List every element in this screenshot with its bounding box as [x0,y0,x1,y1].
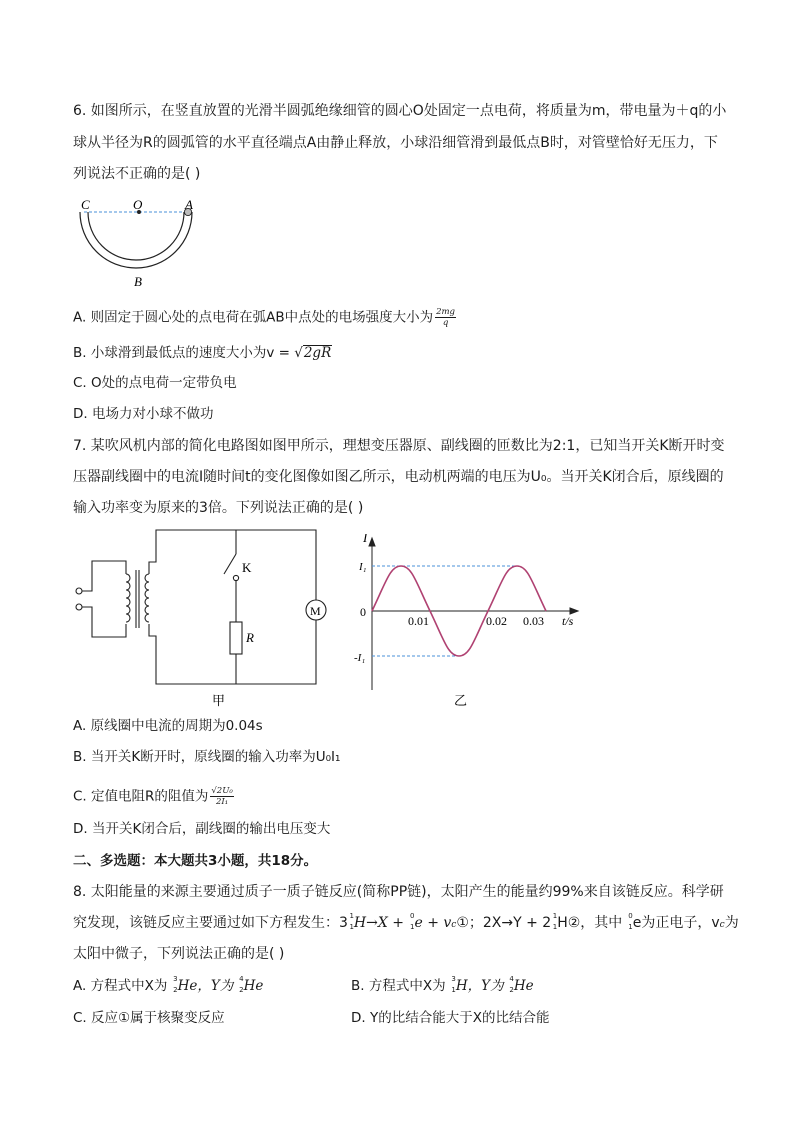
q6-semicircle-tube-figure [75,196,210,292]
motor-label: M [310,604,321,618]
q6-option-b[interactable]: B. 小球滑到最低点的速度大小为v = √2gR [73,345,332,361]
q7-stem-line3: 输入功率变为原来的3倍。下列说法正确的是( ) [73,500,364,516]
y-axis-label: I [363,534,368,545]
q6-stem-line1: 6. 如图所示，在竖直放置的光滑半圆弧绝缘细管的圆心O处固定一点电荷，将质量为m，带电量为＋q的小 [73,103,727,119]
q8-option-c[interactable]: C. 反应①属于核聚变反应 [73,1010,225,1026]
q6-option-d[interactable]: D. 电场力对小球不做功 [73,406,214,422]
q7-option-c[interactable]: C. 定值电阻R的阻值为 $\frac{\text{√2U₀}}{\text{2I₁}}$ [73,786,233,807]
section-heading-multiple-choice: 二、多选题：本大题共3小题，共18分。 [73,853,318,869]
peak-label: I₁ [359,561,367,573]
tick-label-1: 0.01 [408,614,429,628]
tick-label-2: 0.02 [486,614,507,628]
q7-option-d[interactable]: D. 当开关K闭合后，副线圈的输出电压变大 [73,821,331,837]
q7-option-b[interactable]: B. 当开关K断开时，原线圈的输入功率为U₀I₁ [73,749,341,765]
nuclide-h1: 1 1 [349,912,354,931]
nuclide-positron: 0 1 [409,912,415,931]
q7-option-c-fraction: $\frac{\text{√2U₀}}{\text{2I₁}}$ [211,786,233,807]
q6-stem-line3: 列说法不正确的是( ) [73,166,201,182]
nuclide-positron-b: 0 1 [628,912,633,931]
q7-circuit-diagram [70,524,340,710]
trough-label: -I₁ [354,652,366,664]
q6-option-c[interactable]: C. O处的点电荷一定带负电 [73,375,237,391]
nuclide-h1-b: 1 1 [552,912,558,931]
q7-option-a[interactable]: A. 原线圈中电流的周期为0.04s [73,718,263,734]
q8-stem-line2: 究发现，该链反应主要通过如下方程发生：3 1 1 H→X + 0 1 e + vc①；2X→Y + 2 1 1 H②，其中 0 1 e为正电子，vc为 [73,912,739,931]
label-a: A [185,197,193,212]
q6-option-a-fraction: $\frac{2mg}{q}$ [436,307,455,328]
q6-stem-line2: 球从半径为R的圆弧管的水平直径端点A由静止释放，小球沿细管滑到最低点B时，对管壁恰好无压力，下 [73,135,718,151]
x-axis-label: t/s [562,614,574,628]
sqrt-symbol: √ [294,345,303,361]
q7-stem-line1: 7. 某吹风机内部的简化电路图如图甲所示，理想变压器原、副线圈的匝数比为2:1，已知当开关K断开时变 [73,438,725,454]
resistor-label: R [246,630,254,645]
label-c: C [81,197,90,212]
label-b: B [134,274,142,289]
switch-label: K [242,560,252,575]
q8-stem-line3: 太阳中微子，下列说法正确的是( ) [73,946,285,962]
graph-caption: 乙 [454,693,468,708]
q7-current-graph [340,534,590,710]
origin-label: 0 [360,605,366,619]
q8-option-b[interactable]: B. 方程式中X为 3 1 H，Y为 4 2 He [351,975,534,994]
tick-label-3: 0.03 [523,614,544,628]
q7-stem-line2: 压器副线圈中的电流I随时间t的变化图像如图乙所示，电动机两端的电压为U₀。当开关K闭合后，原线圈的 [73,469,724,485]
label-o: O [133,197,143,212]
q8-option-d[interactable]: D. Y的比结合能大于X的比结合能 [351,1010,550,1026]
q8-stem-line1: 8. 太阳能量的来源主要通过质子一质子链反应(简称PP链)，太阳产生的能量约99%来自该链反应。科学研 [73,884,724,900]
q6-option-a[interactable]: A. 则固定于圆心处的点电荷在弧AB中点处的电场强度大小为 $\frac{2mg}{q}$ [73,307,455,328]
q8-option-a[interactable]: A. 方程式中X为 3 2 He，Y为 4 2 He [73,975,264,994]
circuit-caption: 甲 [212,693,226,708]
